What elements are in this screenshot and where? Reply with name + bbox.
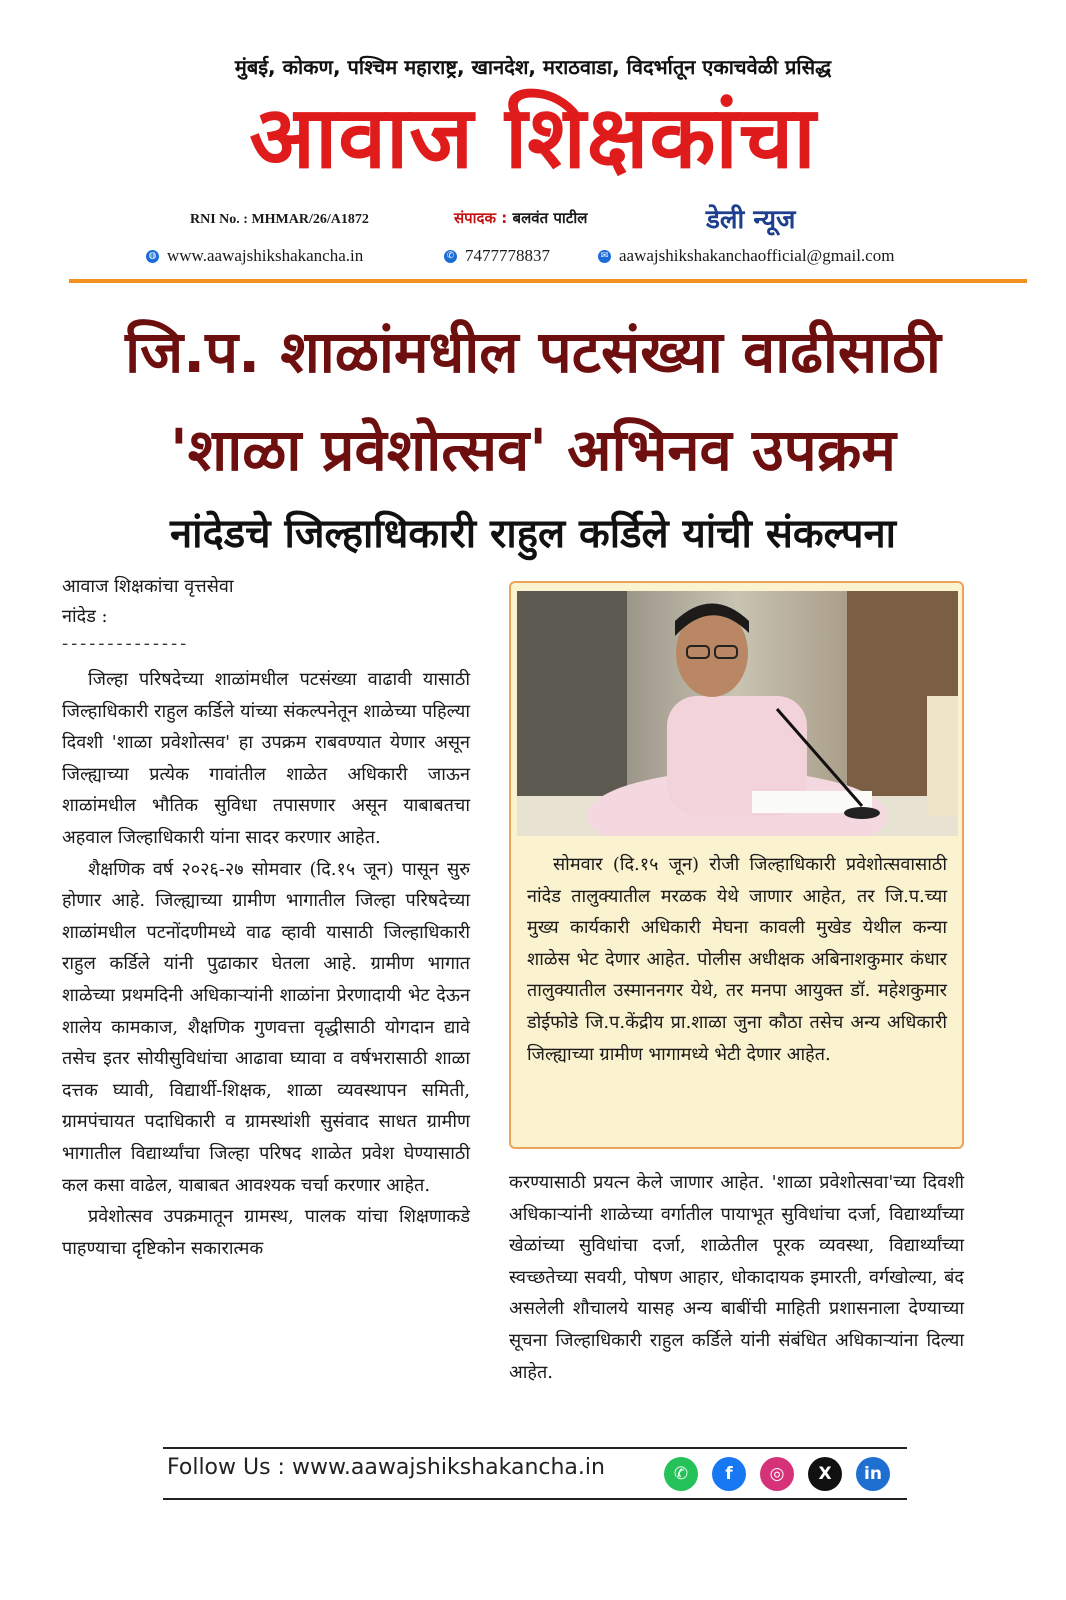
phone-number[interactable]: 7477778837 <box>465 246 550 265</box>
caption-text: सोमवार (दि.१५ जून) रोजी जिल्हाधिकारी प्रवेशोत्सवासाठी नांदेड तालुक्यातील मरळक येथे जाणार आहेत, तर जि.प.च्या मुख्य कार्यकारी अधिकारी मेघना कावली मुखेड येथील कन्या शाळेस भेट देणार आहेत. पोलीस अधीक्षक अबिनाशकुमार कंधार तालुक्यातील उस्माननगर येथे, तर मनपा आयुक्त डॉ. महेशकुमार डोईफोडे जि.प.केंद्रीय प्रा.शाळा जुना कौठा तसेच अन्य अधिकारी जिल्ह्याच्या ग्रामीण भागामध्ये भेटी देणार आहेत. <box>527 854 947 1065</box>
email-contact[interactable] <box>598 246 894 266</box>
mail-icon: ✉ <box>598 250 611 263</box>
collector-photo <box>517 591 958 836</box>
photo-caption-box <box>509 581 964 1149</box>
daily-news-label: डेली न्यूज <box>706 205 796 235</box>
website-link[interactable]: www.aawajshikshakancha.in <box>167 246 364 265</box>
globe-icon: ◍ <box>146 250 159 263</box>
follow-us-text[interactable]: Follow Us : www.aawajshikshakancha.in <box>167 1455 605 1480</box>
header-divider <box>69 279 1027 283</box>
editor-credit <box>454 208 587 228</box>
editor-label: संपादक : <box>454 209 508 227</box>
photo-caption <box>527 849 947 1070</box>
newspaper-title: आवाज शिक्षकांचा <box>249 88 817 188</box>
article-paragraph: शैक्षणिक वर्ष २०२६-२७ सोमवार (दि.१५ जून) पासून सुरु होणार आहे. जिल्ह्याच्या ग्रामीण भागातील जिल्हा परिषदेच्या शाळांमधील पटनोंदणीमध्ये वाढ व्हावी यासाठी जिल्हाधिकारी राहुल कर्डिले यांनी पुढाकार घेतला आहे. ग्रामीण भागात शाळेच्या प्रथमदिनी अधिकाऱ्यांनी शाळांना प्रेरणादायी भेट देऊन शालेय कामकाज, शैक्षणिक गुणवत्ता वृद्धीसाठी योगदान द्यावे तसेच इतर सोयीसुविधांचा आढावा घ्यावा व वर्षभरासाठी शाळा दत्तक घ्यावी, विद्यार्थी-शिक्षक, शाळा व्यवस्थापन समिती, ग्रामपंचायत पदाधिकारी व ग्रामस्थांशी सुसंवाद साधत ग्रामीण भागातील विद्यार्थ्यांचा जिल्हा परिषद शाळेत प्रवेश घेण्यासाठी कल कसा वाढेल, याबाबत आवश्यक चर्चा करणार आहेत. <box>62 858 470 1196</box>
byline <box>62 572 234 632</box>
footer-bottom-rule <box>163 1498 907 1500</box>
article-paragraph: जिल्हा परिषदेच्या शाळांमधील पटसंख्या वाढावी यासाठी जिल्हाधिकारी राहुल कर्डिले यांच्या संकल्पनेतून शाळेच्या पहिल्या दिवशी 'शाळा प्रवेशोत्सव' हा उपक्रम राबवण्यात येणार असून जिल्ह्याच्या प्रत्येक गावांतील शाळेत अधिकारी जाऊन शाळांमधील भौतिक सुविधा तपासणार असून याबाबतचा अहवाल जिल्हाधिकारी यांना सादर करणार आहेत. <box>62 669 470 848</box>
headline-line-1: जि.प. शाळांमधील पटसंख्या वाढीसाठी <box>125 318 941 386</box>
contact-bar <box>0 246 1066 270</box>
social-icons <box>664 1457 890 1491</box>
news-source: आवाज शिक्षकांचा वृत्तसेवा <box>62 576 234 597</box>
article-paragraph: प्रवेशोत्सव उपक्रमातून ग्रामस्थ, पालक यांचा शिक्षणाकडे पाहण्याचा दृष्टिकोन सकारात्मक <box>62 1206 470 1259</box>
article-left-column <box>62 664 470 1264</box>
article-paragraph: करण्यासाठी प्रयत्न केले जाणार आहेत. 'शाळा प्रवेशोत्सवा'च्या दिवशी अधिकाऱ्यांनी शाळेच्या वर्गातील पायाभूत सुविधांचा दर्जा, विद्यार्थ्यांच्या खेळांच्या सुविधांचा दर्जा, शाळेतील पूरक व्यवस्था, विद्यार्थ्यांच्या स्वच्छतेच्या सवयी, पोषण आहार, धोकादायक इमारती, वर्गखोल्या, बंद असलेली शौचालये यासह अन्य बाबींची माहिती प्रशासनाला देण्याच्या सूचना जिल्हाधिकारी राहुल कर्डिले यांनी संबंधित अधिकाऱ्यांना दिल्या आहेत. <box>509 1172 964 1383</box>
headline-line-2: 'शाळा प्रवेशोत्सव' अभिनव उपक्रम <box>170 416 896 484</box>
website-contact[interactable] <box>146 246 363 266</box>
article-right-column <box>509 1167 964 1388</box>
subheadline: नांदेडचे जिल्हाधिकारी राहुल कर्डिले यांची संकल्पना <box>169 511 897 557</box>
facebook-icon[interactable]: f <box>712 1457 746 1491</box>
phone-contact[interactable] <box>444 246 550 266</box>
instagram-icon[interactable]: ◎ <box>760 1457 794 1491</box>
phone-icon: ✆ <box>444 250 457 263</box>
footer-top-rule <box>163 1447 907 1449</box>
masthead-tagline: मुंबई, कोकण, पश्चिम महाराष्ट्र, खानदेश, मराठवाडा, विदर्भातून एकाचवेळी प्रसिद्ध <box>234 55 832 79</box>
x-icon[interactable]: X <box>808 1457 842 1491</box>
dateline-separator: -------------- <box>62 633 190 654</box>
rni-number: RNI No. : MHMAR/26/A1872 <box>190 212 369 227</box>
linkedin-icon[interactable]: in <box>856 1457 890 1491</box>
editor-name: बलवंत पाटील <box>512 209 588 227</box>
dateline: नांदेड : <box>62 606 108 627</box>
whatsapp-icon[interactable]: ✆ <box>664 1457 698 1491</box>
email-address[interactable]: aawajshikshakanchaofficial@gmail.com <box>619 246 895 265</box>
